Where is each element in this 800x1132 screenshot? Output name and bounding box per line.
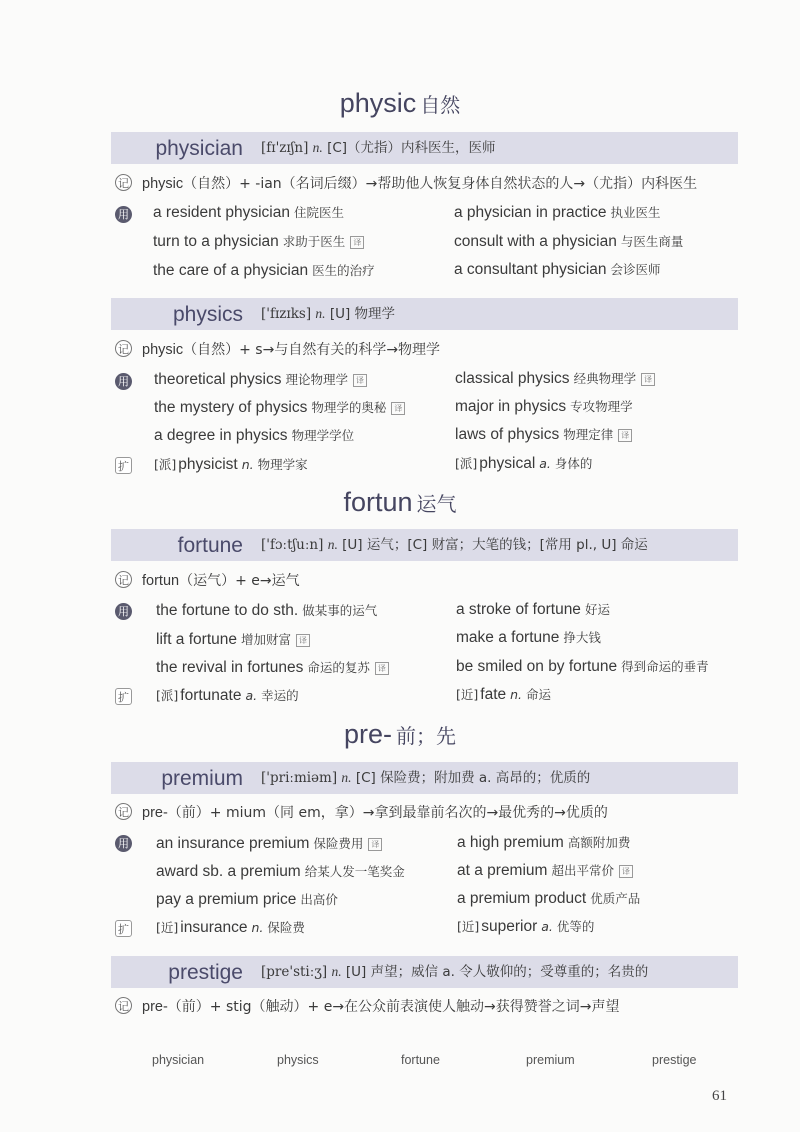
part-of-speech: n. xyxy=(312,140,323,155)
usage-item: theoretical physics 理论物理学 译 xyxy=(154,370,367,389)
footer-word: fortune xyxy=(401,1053,440,1067)
headword: physician xyxy=(155,137,243,160)
footer-word: prestige xyxy=(652,1053,697,1067)
usage-icon: 用 xyxy=(115,835,132,852)
pronunciation: ['fɪzɪks] xyxy=(261,306,312,322)
usage-item: the revival in fortunes 命运的复苏 译 xyxy=(156,658,389,677)
extension-item: [近] fate n. 命运 xyxy=(456,686,552,703)
usage-item: an insurance premium 保险费用 译 xyxy=(156,834,382,853)
translate-mark-icon: 译 xyxy=(619,865,633,878)
usage-item: laws of physics 物理定律 译 xyxy=(455,425,632,444)
headword: fortune xyxy=(177,534,243,557)
usage-item: consult with a physician 与医生商量 xyxy=(454,233,684,250)
usage-item: a stroke of fortune 好运 xyxy=(456,601,610,618)
usage-item: classical physics 经典物理学 译 xyxy=(455,369,655,388)
part-of-speech: n. xyxy=(327,537,338,552)
translate-mark-icon: 译 xyxy=(353,374,367,387)
meaning: [C]（尤指）内科医生，医师 xyxy=(327,140,496,156)
entry-bar-fortune xyxy=(111,529,738,561)
memo-icon: 记 xyxy=(115,340,132,357)
usage-item: a high premium 高额附加费 xyxy=(457,834,631,851)
usage-item: turn to a physician 求助于医生 译 xyxy=(153,232,364,251)
extension-item: [派] physical a. 身体的 xyxy=(455,455,593,472)
usage-item: the mystery of physics 物理学的奥秘 译 xyxy=(154,398,405,417)
root-word: pre- xyxy=(343,719,392,749)
extension-item: [派] physicist n. 物理学家 xyxy=(154,456,308,473)
meaning: [U] 物理学 xyxy=(329,306,396,322)
root-word: fortun xyxy=(343,487,413,517)
usage-item: award sb. a premium 给某人发一笔奖金 xyxy=(156,863,405,880)
usage-item: a physician in practice 执业医生 xyxy=(454,204,661,221)
entry-bar-physician xyxy=(111,132,738,164)
usage-item: a premium product 优质产品 xyxy=(457,890,641,907)
headword: physics xyxy=(172,303,243,326)
definition xyxy=(261,132,496,164)
usage-item: major in physics 专攻物理学 xyxy=(455,398,633,415)
memo-line: fortun（运气）+ e→运气 xyxy=(142,573,300,589)
usage-item: be smiled on by fortune 得到命运的垂青 xyxy=(456,658,709,675)
root-word: physic xyxy=(339,88,417,118)
translate-mark-icon: 译 xyxy=(391,402,405,415)
usage-item: a consultant physician 会诊医师 xyxy=(454,261,661,278)
headword: premium xyxy=(161,767,243,790)
pronunciation: [fɪ'zɪʃn] xyxy=(261,140,309,156)
usage-item: the fortune to do sth. 做某事的运气 xyxy=(156,602,378,619)
usage-item: make a fortune 挣大钱 xyxy=(456,629,601,646)
usage-item: pay a premium price 出高价 xyxy=(156,891,338,908)
headword: prestige xyxy=(168,961,243,984)
definition xyxy=(261,956,648,988)
footer-word: physics xyxy=(277,1053,319,1067)
usage-item: a degree in physics 物理学学位 xyxy=(154,427,355,444)
root-gloss: 运气 xyxy=(416,492,457,516)
pronunciation: [pre'stiːʒ] xyxy=(261,964,328,980)
memo-line: physic（自然）+ s→与自然有关的科学→物理学 xyxy=(142,342,441,358)
usage-icon: 用 xyxy=(115,373,132,390)
extension-icon: 扩 xyxy=(115,457,132,474)
meaning: [C] 保险费；附加费 a. 高昂的；优质的 xyxy=(355,770,591,786)
memo-icon: 记 xyxy=(115,997,132,1014)
pronunciation: ['fɔːtʃuːn] xyxy=(261,537,324,553)
usage-item: the care of a physician 医生的治疗 xyxy=(153,262,375,279)
root-gloss: 自然 xyxy=(420,93,461,117)
section-title-physic xyxy=(0,88,800,119)
extension-item: [近] superior a. 优等的 xyxy=(457,918,595,935)
section-title-pre xyxy=(0,719,800,750)
footer-word: premium xyxy=(526,1053,575,1067)
definition xyxy=(261,529,648,561)
translate-mark-icon: 译 xyxy=(618,429,632,442)
footer-word: physician xyxy=(152,1053,205,1067)
definition xyxy=(261,762,590,794)
pronunciation: ['priːmiəm] xyxy=(261,770,338,786)
definition xyxy=(261,298,395,330)
translate-mark-icon: 译 xyxy=(375,662,389,675)
memo-icon: 记 xyxy=(115,174,132,191)
root-gloss: 前；先 xyxy=(396,724,456,748)
usage-icon: 用 xyxy=(115,603,132,620)
usage-item: a resident physician 住院医生 xyxy=(153,204,345,221)
extension-icon: 扩 xyxy=(115,688,132,705)
part-of-speech: n. xyxy=(315,306,326,321)
meaning: [U] 声望；威信 a. 令人敬仰的；受尊重的；名贵的 xyxy=(345,964,649,980)
memo-line: pre-（前）+ mium（同 em，拿）→拿到最靠前名次的→最优秀的→优质的 xyxy=(142,805,608,821)
translate-mark-icon: 译 xyxy=(641,373,655,386)
extension-item: [派] fortunate a. 幸运的 xyxy=(156,687,299,704)
extension-item: [近] insurance n. 保险费 xyxy=(156,919,305,936)
translate-mark-icon: 译 xyxy=(296,634,310,647)
extension-icon: 扩 xyxy=(115,920,132,937)
section-title-fortun xyxy=(0,487,800,518)
memo-line: physic（自然）+ -ian（名词后缀）→帮助他人恢复身体自然状态的人→（尤指）内科医生 xyxy=(142,176,698,192)
usage-item: lift a fortune 增加财富 译 xyxy=(156,630,310,649)
usage-icon: 用 xyxy=(115,206,132,223)
memo-line: pre-（前）+ stig（触动）+ e→在公众前表演使人触动→获得赞誉之词→声望 xyxy=(142,999,620,1015)
memo-icon: 记 xyxy=(115,803,132,820)
meaning: [U] 运气；[C] 财富；大笔的钱；[常用 pl., U] 命运 xyxy=(342,537,648,553)
entry-bar-premium xyxy=(111,762,738,794)
translate-mark-icon: 译 xyxy=(368,838,382,851)
entry-bar-prestige xyxy=(111,956,738,988)
page-number: 61 xyxy=(712,1088,727,1104)
translate-mark-icon: 译 xyxy=(350,236,364,249)
entry-bar-physics xyxy=(111,298,738,330)
part-of-speech: n. xyxy=(331,964,342,979)
usage-item: at a premium 超出平常价 译 xyxy=(457,861,633,880)
part-of-speech: n. xyxy=(341,770,352,785)
memo-icon: 记 xyxy=(115,571,132,588)
